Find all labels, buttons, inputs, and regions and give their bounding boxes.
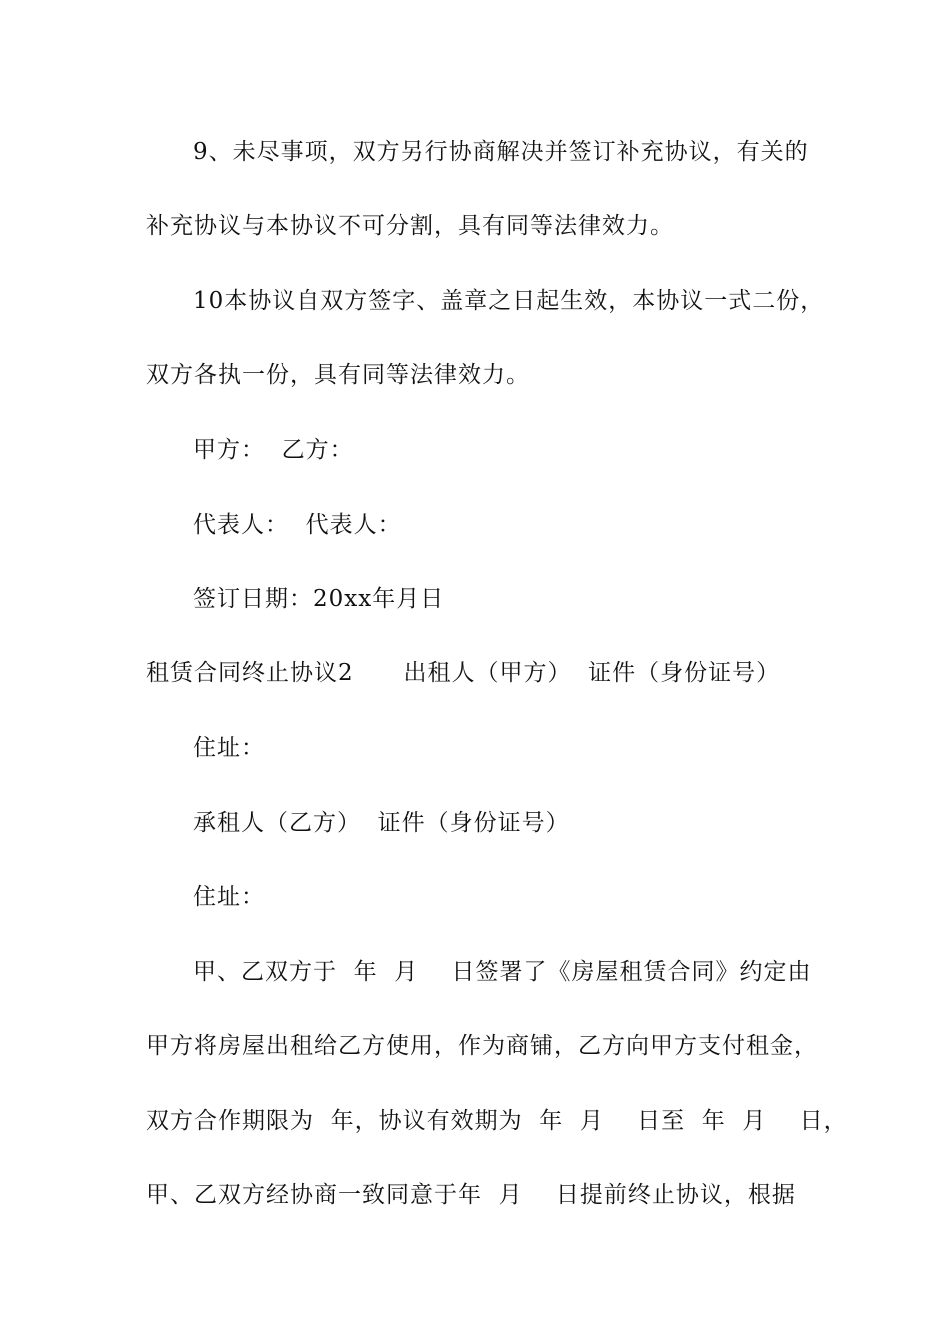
paragraph-9-line-1: 9、未尽事项，双方另行协商解决并签订补充协议，有关的 xyxy=(193,139,809,165)
body-line-3: 双方合作期限为 年，协议有效期为 年 月 日至 年 月 日， xyxy=(146,1108,848,1134)
lessee-info: 承租人（乙方） 证件（身份证号） xyxy=(193,810,570,836)
lessor-address: 住址： xyxy=(193,735,265,761)
body-line-4: 甲、乙双方经协商一致同意于年 月 日提前终止协议，根据 xyxy=(146,1182,796,1208)
paragraph-10-line-1: 10本协议自双方签字、盖章之日起生效，本协议一式二份， xyxy=(193,288,825,314)
signing-date: 签订日期：20xx年月日 xyxy=(193,586,445,612)
section-title-lessor: 租赁合同终止协议2 出租人（甲方） 证件（身份证号） xyxy=(146,660,781,686)
party-a-b-label: 甲方： 乙方： xyxy=(193,437,354,463)
paragraph-9-line-2: 补充协议与本协议不可分割，具有同等法律效力。 xyxy=(146,213,674,239)
body-line-1: 甲、乙双方于 年 月 日签署了《房屋租赁合同》约定由 xyxy=(193,959,812,985)
body-line-2: 甲方将房屋出租给乙方使用，作为商铺，乙方向甲方支付租金， xyxy=(146,1033,818,1059)
lessee-address: 住址： xyxy=(193,884,265,910)
representative-label: 代表人： 代表人： xyxy=(193,512,402,538)
paragraph-10-line-2: 双方各执一份，具有同等法律效力。 xyxy=(146,362,530,388)
